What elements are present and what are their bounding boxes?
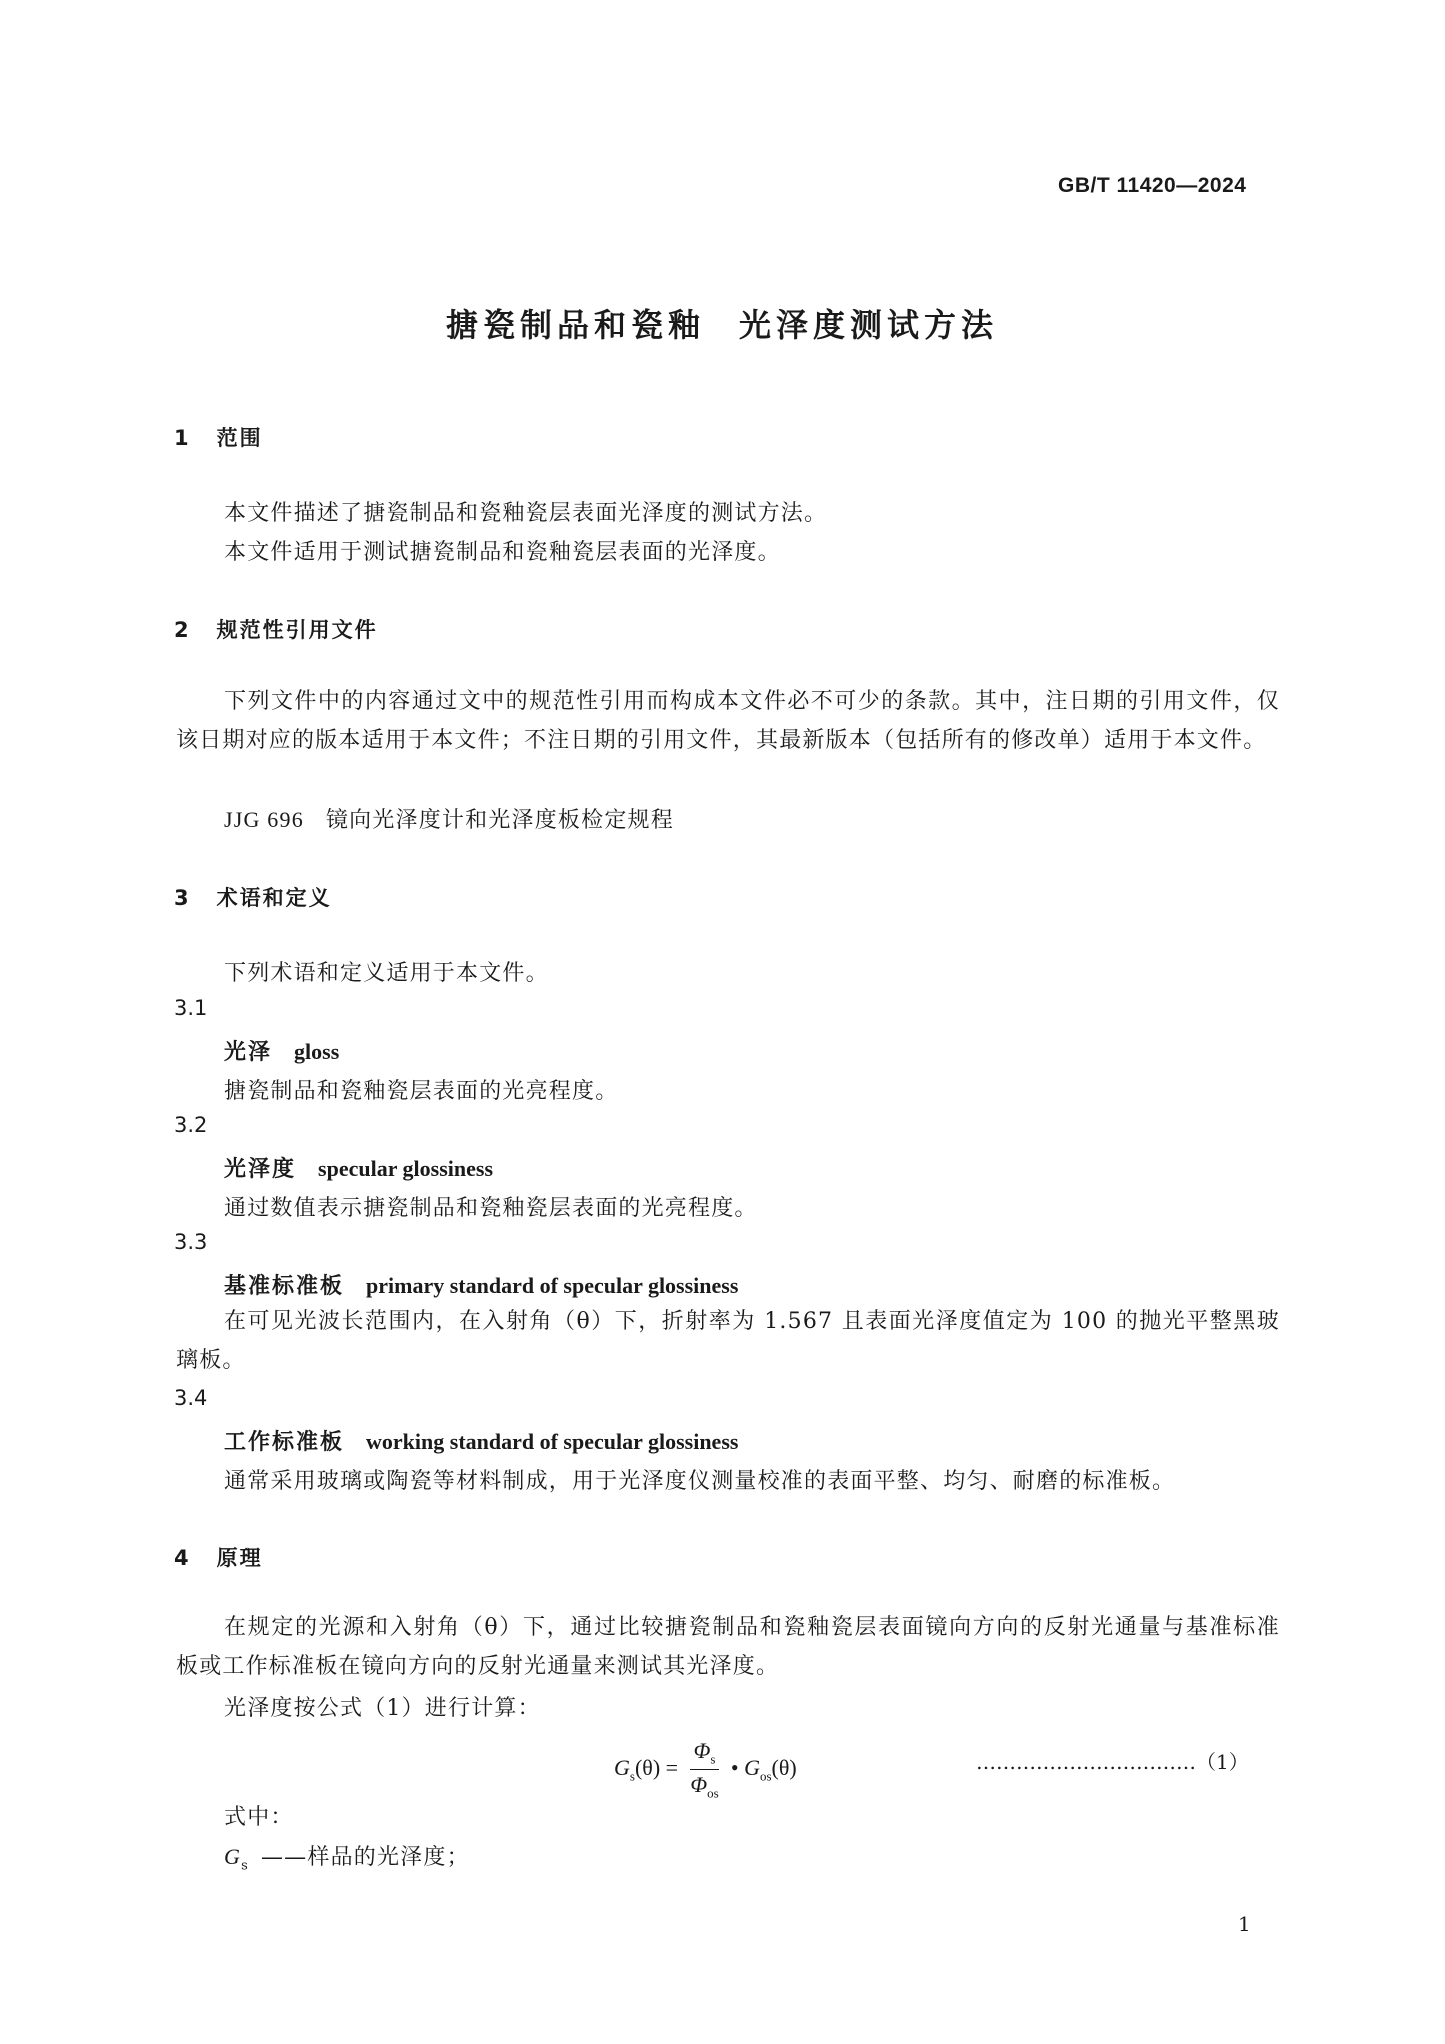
- section-title: 术语和定义: [216, 886, 332, 910]
- formula: [614, 1738, 797, 1802]
- term-definition: 在可见光波长范围内，在入射角（θ）下，折射率为 1.567 且表面光泽度值定为 100 的抛光平整黑玻璃板。: [176, 1309, 1280, 1373]
- term-number: 3.4: [174, 1386, 208, 1410]
- section-1-heading: [174, 422, 263, 452]
- term-heading: [224, 1269, 738, 1300]
- paragraph: 本文件适用于测试搪瓷制品和瓷釉瓷层表面的光泽度。: [224, 540, 781, 565]
- term-zh: 光泽度: [224, 1157, 297, 1182]
- term-en: gloss: [294, 1039, 340, 1064]
- formula-numerator: $\Phi_s$: [690, 1738, 720, 1770]
- formula-equals: =: [665, 1754, 679, 1780]
- formula-leader: ……………………………: [976, 1750, 1196, 1774]
- page-number: 1: [1238, 1912, 1251, 1936]
- formula-number: [976, 1746, 1249, 1775]
- title-left: 搪瓷制品和瓷釉: [446, 306, 706, 344]
- formula-rhs: G: [744, 1754, 760, 1780]
- term-zh: 光泽: [224, 1040, 273, 1065]
- section-2-heading: [174, 614, 378, 644]
- term-definition: 搪瓷制品和瓷釉瓷层表面的光亮程度。: [224, 1079, 619, 1104]
- section-number: 3: [174, 886, 191, 910]
- standard-code: GB/T 11420—2024: [1058, 174, 1247, 197]
- term-heading: [224, 1035, 339, 1066]
- paragraph: 本文件描述了搪瓷制品和瓷釉瓷层表面光泽度的测试方法。: [224, 501, 828, 526]
- section-4-heading: [174, 1542, 263, 1572]
- variable-desc: 样品的光泽度；: [307, 1845, 470, 1870]
- formula-lhs-arg: (θ): [634, 1754, 661, 1780]
- term-en: working standard of specular glossiness: [366, 1429, 739, 1454]
- formula-lhs-sub: s: [629, 1768, 635, 1784]
- section-title: 范围: [216, 426, 263, 450]
- paragraph: 下列术语和定义适用于本文件。: [224, 961, 549, 986]
- normative-reference: [224, 803, 674, 834]
- term-en: specular glossiness: [318, 1156, 494, 1181]
- variable-symbol: G: [224, 1844, 242, 1869]
- section-number: 2: [174, 618, 191, 642]
- formula-dot: •: [730, 1754, 739, 1780]
- variable-definition: [224, 1840, 470, 1873]
- formula-denominator: $\Phi_{os}$: [690, 1772, 719, 1801]
- formula-lhs: G: [614, 1754, 630, 1780]
- term-number: 3.1: [174, 996, 208, 1020]
- term-number: 3.2: [174, 1113, 208, 1137]
- term-en: primary standard of specular glossiness: [366, 1273, 739, 1298]
- reference-code: JJG 696: [224, 807, 304, 832]
- formula-rhs-sub: os: [759, 1768, 772, 1784]
- section-3-heading: [174, 882, 332, 912]
- section-title: 原理: [216, 1546, 263, 1570]
- formula-rhs-arg: (θ): [771, 1754, 797, 1780]
- formula-eq-number: （1）: [1196, 1750, 1249, 1774]
- term-zh: 工作标准板: [224, 1430, 345, 1455]
- variable-sub: s: [241, 1858, 249, 1874]
- term-definition: 通过数值表示搪瓷制品和瓷釉瓷层表面的光亮程度。: [224, 1196, 758, 1221]
- title-right: 光泽度测试方法: [739, 306, 999, 344]
- paragraph: 光泽度按公式（1）进行计算：: [224, 1696, 541, 1721]
- section-number: 4: [174, 1546, 191, 1570]
- term-zh: 基准标准板: [224, 1274, 345, 1299]
- term-definition: 通常采用玻璃或陶瓷等材料制成，用于光泽度仪测量校准的表面平整、均匀、耐磨的标准板。: [224, 1469, 1176, 1494]
- section-title: 规范性引用文件: [216, 618, 378, 642]
- term-heading: [224, 1425, 738, 1456]
- term-heading: [224, 1152, 493, 1183]
- formula-fraction: [690, 1738, 720, 1802]
- term-number: 3.3: [174, 1230, 208, 1254]
- section-number: 1: [174, 426, 191, 450]
- variable-dash: ——: [260, 1845, 308, 1870]
- document-title: [446, 300, 998, 346]
- where-label: 式中：: [224, 1805, 294, 1830]
- paragraph: 在规定的光源和入射角（θ）下，通过比较搪瓷制品和瓷釉瓷层表面镜向方向的反射光通量与基准标准板或工作标准板在镜向方向的反射光通量来测试其光泽度。: [176, 1615, 1280, 1679]
- paragraph: 下列文件中的内容通过文中的规范性引用而构成本文件必不可少的条款。其中，注日期的引用文件，仅该日期对应的版本适用于本文件；不注日期的引用文件，其最新版本（包括所有的修改单）适用于本文件。: [176, 689, 1280, 753]
- reference-title: 镜向光泽度计和光泽度板检定规程: [325, 808, 674, 833]
